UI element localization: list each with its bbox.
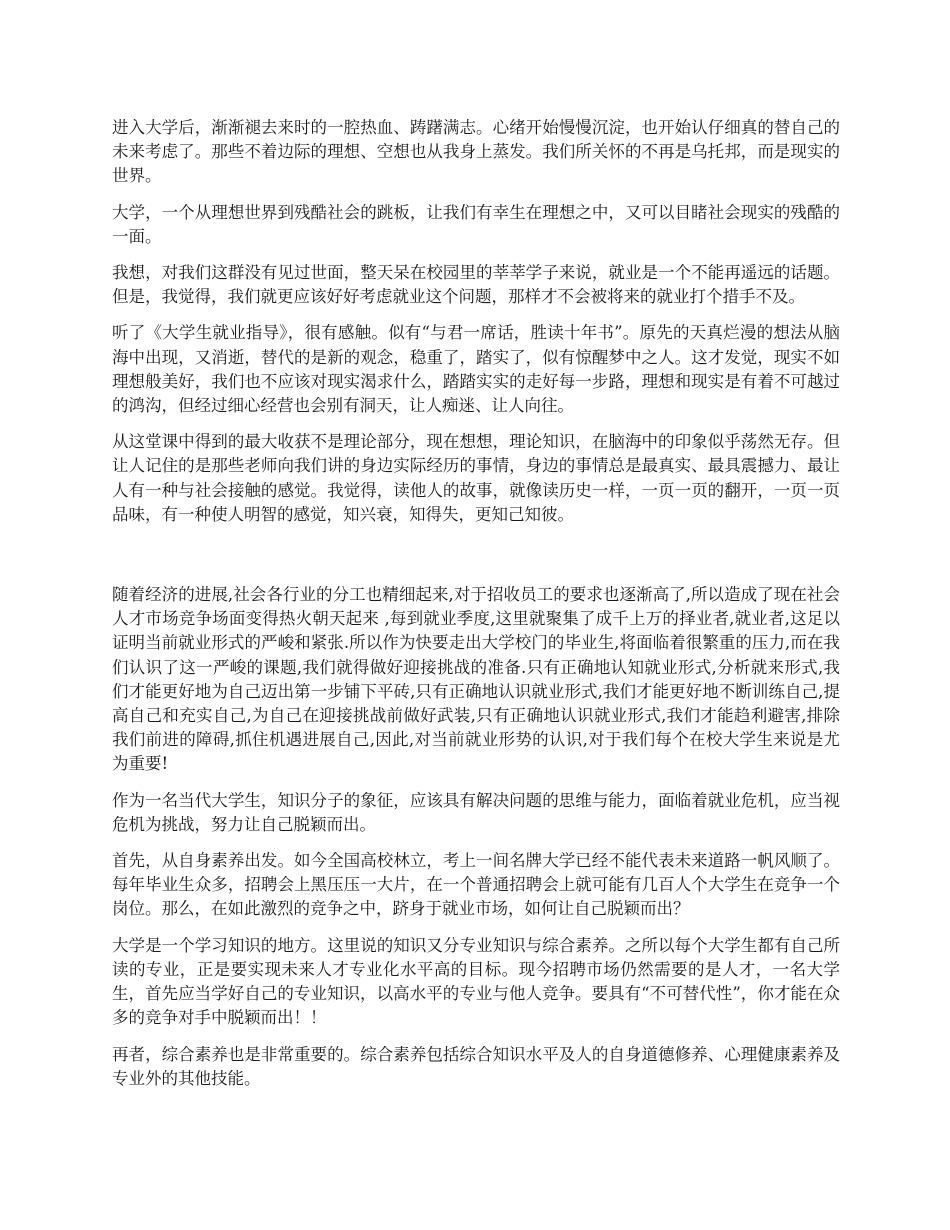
paragraph: 首先，从自身素养出发。如今全国高校林立，考上一间名牌大学已经不能代表未来道路一帆风顺了。每年毕业生众多，招聘会上黑压压一大片，在一个普通招聘会上就可能有几百人个大学生在竞争一个岗位。那么，在如此激烈的竞争之中，跻身于就业市场，如何让自己脱颖而出？ xyxy=(112,851,840,919)
document-body xyxy=(112,116,840,1103)
paragraph: 大学，一个从理想世界到残酷社会的跳板，让我们有幸生在理想之中，又可以目睹社会现实的残酷的一面。 xyxy=(112,202,840,246)
paragraph: 随着经济的进展,社会各行业的分工也精细起来,对于招收员工的要求也逐渐高了,所以造成了现在社会人才市场竞争场面变得热火朝天起来 ,每到就业季度,这里就聚集了成千上万的择业者,就业者,这足以证明当前就业形式的严峻和紧张.所以作为快要走出大学校门的毕业生,将面临着很繁重的压力,而在我们认识了这一严峻的课题,我们就得做好迎接挑战的准备.只有正确地认知就业形式,分析就来形式,我们才能更好地为自己迈出第一步铺下平砖,只有正确地认识就业形式,我们才能更好地不断训练自己,提高自己和充实自己,为自己在迎接挑战前做好武装,只有正确地认识就业形式,我们才能趋利避害,排除我们前进的障碍,抓住机遇进展自己,因此,对当前就业形势的认识,对于我们每个在校大学生来说是尤为重要! xyxy=(112,585,840,774)
paragraph: 听了《大学生就业指导》，很有感触。似有“与君一席话，胜读十年书”。原先的天真烂漫的想法从脑海中出现，又消逝，替代的是新的观念，稳重了，踏实了，似有惊醒梦中之人。这才发觉，现实不如理想般美好，我们也不应该对现实渴求什么，踏踏实实的走好每一步路，理想和现实是有着不可越过的鸿沟，但经过细心经营也会别有洞天，让人痴迷、让人向往。 xyxy=(112,323,840,416)
paragraph: 我想，对我们这群没有见过世面，整天呆在校园里的莘莘学子来说，就业是一个不能再遥远的话题。但是，我觉得，我们就更应该好好考虑就业这个问题，那样才不会被将来的就业打个措手不及。 xyxy=(112,263,840,307)
paragraph: 进入大学后，渐渐褪去来时的一腔热血、踌躇满志。心绪开始慢慢沉淀，也开始认仔细真的替自己的未来考虑了。那些不着边际的理想、空想也从我身上蒸发。我们所关怀的不再是乌托邦，而是现实的世界。 xyxy=(112,118,840,186)
paragraph: 从这堂课中得到的最大收获不是理论部分，现在想想，理论知识，在脑海中的印象似乎荡然无存。但让人记住的是那些老师向我们讲的身边实际经历的事情，身边的事情总是最真实、最具震撼力、最让人有一种与社会接触的感觉。我觉得，读他人的故事，就像读历史一样，一页一页的翻开，一页一页品味，有一种使人明智的感觉，知兴衰，知得失，更知己知彼。 xyxy=(112,432,840,524)
section-spacer xyxy=(112,539,840,583)
paragraph: 再者，综合素养也是非常重要的。综合素养包括综合知识水平及人的自身道德修养、心理健康素养及专业外的其他技能。 xyxy=(112,1044,840,1088)
paragraph: 作为一名当代大学生，知识分子的象征，应该具有解决问题的思维与能力，面临着就业危机，应当视危机为挑战，努力让自己脱颖而出。 xyxy=(112,790,840,834)
paragraph: 大学是一个学习知识的地方。这里说的知识又分专业知识与综合素养。之所以每个大学生都有自己所读的专业，正是要实现未来人才专业化水平高的目标。现今招聘市场仍然需要的是人才，一名大学生，首先应当学好自己的专业知识，以高水平的专业与他人竞争。要具有“不可替代性”，你才能在众多的竞争对手中脱颖而出！！ xyxy=(112,935,840,1028)
